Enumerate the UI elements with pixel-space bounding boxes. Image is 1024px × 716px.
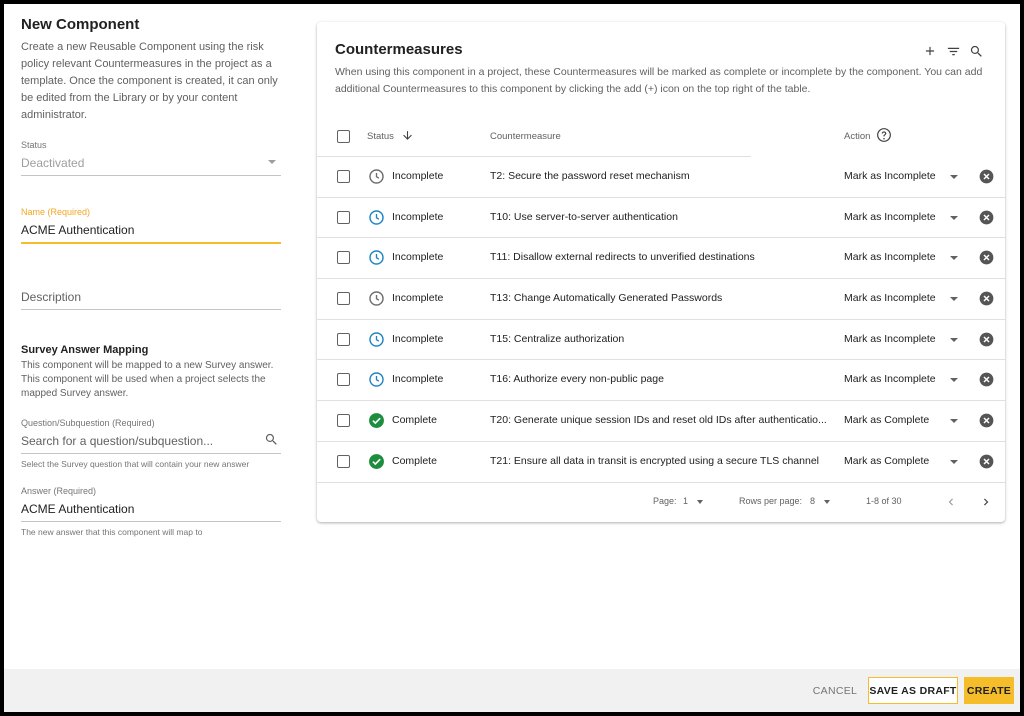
answer-hint: The new answer that this component will map to [21,527,203,537]
remove-icon[interactable] [979,332,994,347]
answer-underline [21,521,281,522]
status-label: Status [21,140,47,150]
remove-icon[interactable] [979,372,994,387]
row-status: Complete [392,414,437,427]
help-icon[interactable] [876,127,892,143]
row-status: Incomplete [392,373,444,386]
name-field[interactable] [21,207,281,244]
row-action-select[interactable]: Mark as Incomplete [844,210,936,223]
clock-blue-icon [368,331,385,348]
survey-mapping-section [21,344,281,401]
row-checkbox[interactable] [337,333,350,346]
cancel-button[interactable]: CANCEL [812,684,858,697]
name-underline [21,242,281,244]
chevron-down-icon[interactable] [950,297,958,301]
search-icon[interactable] [264,432,279,447]
status-select[interactable] [21,140,281,176]
row-checkbox[interactable] [337,251,350,264]
clock-blue-icon [368,371,385,388]
clock-blue-icon [368,249,385,266]
survey-mapping-text: This component will be mapped to a new Survey answer. This component will be used when a project selects the mapped Survey answer. [21,360,274,399]
question-placeholder: Search for a question/subquestion... [21,434,214,448]
countermeasures-description: When using this component in a project, these Countermeasures will be marked as complete or incomplete by the component. You can add additional Countermeasures to this component by clicking the add (+) icon on the top right of the table. [335,66,983,95]
remove-icon[interactable] [979,413,994,428]
clock-grey-icon [368,168,385,185]
row-action-select[interactable]: Mark as Incomplete [844,251,936,264]
question-underline [21,453,281,454]
chevron-down-icon[interactable] [950,378,958,382]
status-value: Deactivated [21,156,85,170]
row-action-select[interactable]: Mark as Complete [844,414,930,427]
clock-blue-icon [368,209,385,226]
row-countermeasure: T20: Generate unique session IDs and reset old IDs after authenticatio... [490,414,827,427]
remove-icon[interactable] [979,291,994,306]
rows-per-page-select[interactable]: 8 [810,496,816,506]
survey-mapping-title: Survey Answer Mapping [21,344,149,356]
save-as-draft-button[interactable]: SAVE AS DRAFT [868,677,958,704]
row-action-select[interactable]: Mark as Complete [844,454,930,467]
check-circle-green-icon [368,453,385,470]
row-countermeasure: T11: Disallow external redirects to unverified destinations [490,251,755,264]
table-row [317,157,1005,198]
pagination [317,488,1005,518]
filter-icon[interactable] [944,42,962,60]
row-checkbox[interactable] [337,292,350,305]
search-table-icon[interactable] [967,42,985,60]
row-status: Complete [392,454,437,467]
table-row [317,360,1005,401]
table-header [317,118,1005,158]
answer-input[interactable]: ACME Authentication [21,502,135,516]
remove-icon[interactable] [979,250,994,265]
countermeasure-column-header: Countermeasure [490,131,561,142]
table-row [317,442,1005,483]
row-status: Incomplete [392,332,444,345]
table-row [317,401,1005,442]
row-status: Incomplete [392,251,444,264]
name-label: Name (Required) [21,207,91,217]
question-hint: Select the Survey question that will contain your new answer [21,459,250,469]
row-status: Incomplete [392,170,444,182]
description-input[interactable]: Description [21,290,82,304]
table-row [317,198,1005,239]
row-checkbox[interactable] [337,170,350,183]
row-status: Incomplete [392,210,444,223]
row-countermeasure: T21: Ensure all data in transit is encrypted using a secure TLS channel [490,454,819,467]
chevron-down-icon[interactable] [950,216,958,220]
dialog-footer [4,669,1020,712]
select-all-checkbox[interactable] [337,130,350,143]
answer-field[interactable] [21,486,281,537]
page-range: 1-8 of 30 [866,496,902,506]
answer-label: Answer (Required) [21,486,97,496]
description-underline [21,309,281,310]
rows-per-page-label: Rows per page: [739,496,803,506]
row-countermeasure: T2: Secure the password reset mechanism [490,170,690,182]
chevron-down-icon[interactable] [950,175,958,179]
dialog-frame [4,4,1020,712]
countermeasures-title: Countermeasures [335,41,463,58]
chevron-down-icon[interactable] [950,338,958,342]
row-countermeasure: T10: Use server-to-server authentication [490,210,678,223]
status-column-header[interactable]: Status [367,131,394,142]
question-label: Question/Subquestion (Required) [21,418,155,428]
previous-page-icon[interactable] [944,495,958,509]
page-select[interactable]: 1 [683,496,689,506]
row-action-select[interactable]: Mark as Incomplete [844,292,936,305]
add-icon[interactable] [921,42,939,60]
page-chevron-down-icon[interactable] [697,500,703,504]
dialog-content [4,4,1020,669]
page-label: Page: [653,496,677,506]
check-circle-green-icon [368,412,385,429]
page-title: New Component [21,16,140,33]
rows-chevron-down-icon[interactable] [824,500,830,504]
status-underline [21,175,281,176]
row-checkbox[interactable] [337,373,350,386]
countermeasures-table-body [317,157,1005,483]
name-input[interactable]: ACME Authentication [21,223,135,237]
row-action-select[interactable]: Mark as Incomplete [844,373,936,386]
table-row [317,279,1005,320]
row-countermeasure: T13: Change Automatically Generated Passwords [490,292,723,305]
row-countermeasure: T15: Centralize authorization [490,332,625,345]
countermeasures-card [317,22,1005,522]
row-action-select[interactable]: Mark as Incomplete [844,170,936,182]
chevron-down-icon[interactable] [950,419,958,423]
sort-arrow-down-icon[interactable] [401,129,414,142]
remove-icon[interactable] [979,454,994,469]
table-row [317,238,1005,279]
table-row [317,320,1005,361]
form-intro [21,16,283,124]
row-action-select[interactable]: Mark as Incomplete [844,332,936,345]
row-checkbox[interactable] [337,211,350,224]
row-checkbox[interactable] [337,455,350,468]
next-page-icon[interactable] [979,495,993,509]
question-field[interactable] [21,418,281,469]
description-field[interactable] [21,284,281,310]
question-input[interactable] [21,428,281,453]
create-button[interactable]: CREATE [964,677,1014,704]
chevron-down-icon[interactable] [950,460,958,464]
chevron-down-icon[interactable] [268,160,276,164]
remove-icon[interactable] [979,210,994,225]
action-column-header: Action [844,131,871,142]
row-countermeasure: T16: Authorize every non-public page [490,373,664,386]
intro-text: Create a new Reusable Component using the risk policy relevant Countermeasures in the project as a template. Once the component is created, it can only be edited from the Library or by your content administrator. [21,41,278,121]
row-status: Incomplete [392,292,444,305]
row-checkbox[interactable] [337,414,350,427]
remove-icon[interactable] [979,169,994,184]
chevron-down-icon[interactable] [950,256,958,260]
clock-grey-icon [368,290,385,307]
